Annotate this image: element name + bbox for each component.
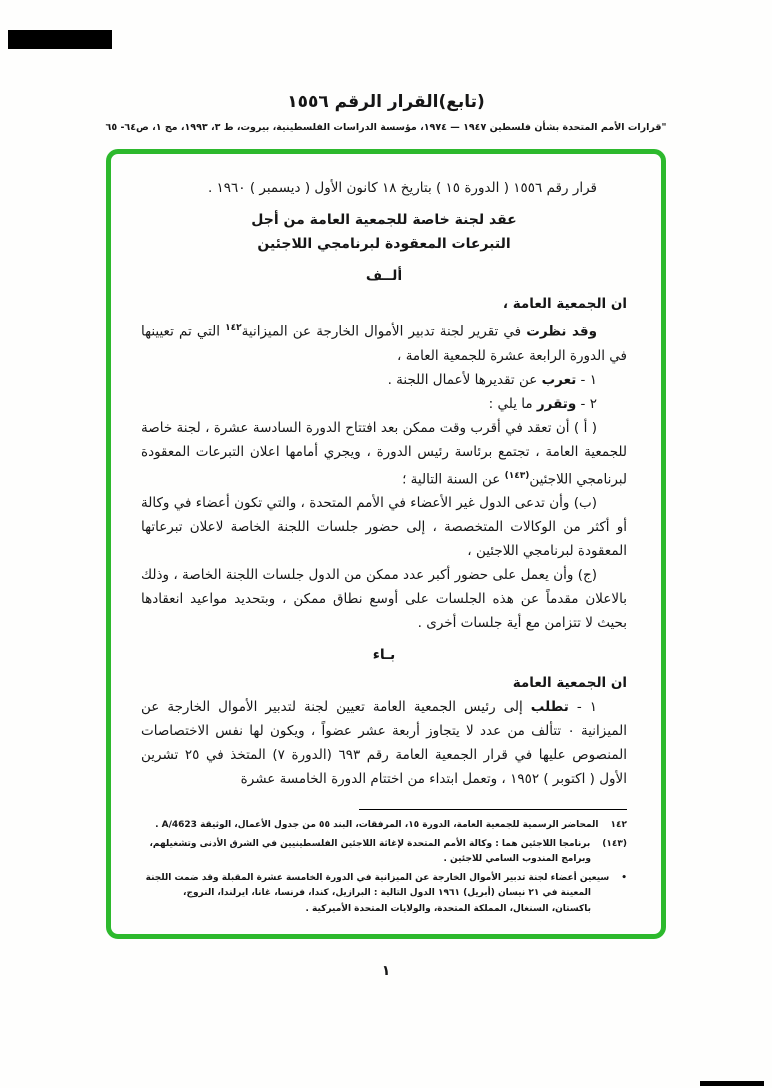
section-heading-alef: ألــف [365,268,403,284]
considered-text: في تقرير لجنة تدبير الأموال الخارجة عن الميزانية [241,323,527,340]
footnote-143-number: (١٤٣) [602,838,627,849]
resolution-title-line1: عقد لجنة خاصة للجمعية العامة من أجل [251,212,517,228]
footnote-ref-143: (١٤٣) [504,470,530,481]
resolution-title-block [141,208,627,256]
operative-item-2 [141,392,627,416]
page-number: ١ [381,963,391,979]
footnote-142-text: المحاضر الرسمية للجمعية العامة، الدورة ١٥، المرفقات، البند ٥٥ من جدول الأعمال، الوثيقة A/4623 . [155,820,599,830]
item-2-text: ما يلي : [488,395,537,412]
preamble-alef: ان الجمعية العامة ، [502,296,627,312]
resolution-date-line: قرار رقم ١٥٥٦ ( الدورة ١٥ ) بتاريخ ١٨ كانون الأول ( ديسمبر ) ١٩٦٠ . [207,180,597,196]
item-2-number: ٢ - [576,395,597,412]
item-1-number: ١ - [576,371,597,388]
scan-artifact-bottom-bar [700,1081,764,1086]
footnote-bullet [141,871,627,918]
footnote-143 [141,837,627,868]
footnote-142-number: ١٤٢ [610,820,627,830]
considered-lead: وقد نظرت [526,323,598,340]
sub-item-a-text: ( أ ) أن تعقد في أقرب وقت ممكن بعد افتتاح الدورة السادسة عشرة ، لجنة خاصة للجمعية العامة ، تجتمع برئاسة رئيس الدورة ، ويجري أمامها اعلان التبرعات المعقودة لبرنامجي اللاجئين [141,419,627,487]
footnote-ref-142: ١٤٢ [225,323,242,333]
ba-operative-item-1 [141,695,627,791]
ba-item-1-lead: تطلب [530,699,569,715]
sub-item-b: (ب) وأن تدعى الدول غير الأعضاء في الأمم المتحدة ، والتي تكون أعضاء في وكالة أو أكثر من الوكالات المتخصصة ، إلى حضور جلسات اللجنة الخاصة لاعلان تبرعاتها المعقودة لبرنامجي اللاجئين ، [141,495,627,559]
ba-item-1-text: إلى رئيس الجمعية العامة تعيين لجنة لتدبير الأموال الخارجة عن الميزانية ٠ تتألف من عدد لا يتجاوز أربعة عشر عضواً ، ويكون لها نفس الاختصاصات المنصوص عليها في قرار الجمعية العامة رقم ٦٩٣ (الدورة ٧) المتخذ في ٢٥ تشرين الأول ( اكتوبر ) ١٩٥٢ ، وتعمل ابتداء من اختتام الدورة الخامسة عشرة [141,699,627,787]
footnote-bullet-marker: • [621,872,627,883]
resolution-title-line2: التبرعات المعقودة لبرنامجي اللاجئين [257,236,511,252]
footnote-separator [359,809,627,810]
resolution-frame [106,149,666,939]
sub-item-a [141,416,627,492]
document-header [0,0,772,133]
footnote-143-text: برنامجا اللاجئين هما : وكالة الأمم المتحدة لإغاثة اللاجئين الفلسطينيين في الشرق الأدنى وتشغيلهم، وبرامج المندوب السامي للاجئين . [149,838,591,864]
item-2-lead: وتقرر [536,395,577,412]
scan-artifact-top-bar [8,30,112,49]
operative-item-1 [141,368,627,392]
considered-continuation: التي تم تعيينها في الدورة الرابعة عشرة للجمعية العامة ، [141,323,627,364]
sub-item-c: (ج) وأن يعمل على حضور أكبر عدد ممكن من الدول جلسات اللجنة الخاصة ، وذلك بالاعلان مقدماً عن هذه الجلسات على أوسع نطاق ممكن ، وبتحديد مواعيد انعقادها بحيث لا تتزامن مع أية جلسات أخرى . [141,567,627,631]
section-heading-ba: بـاء [372,647,396,663]
item-1-text: عن تقديرها لأعمال اللجنة . [387,371,542,388]
ba-item-1-number: ١ - [568,699,597,715]
considered-paragraph [141,316,627,368]
sub-item-a-continuation: عن السنة التالية ؛ [402,471,505,487]
source-citation: "قرارات الأمم المتحدة بشأن فلسطين ١٩٤٧ — ١٩٧٤، مؤسسة الدراسات الفلسطينية، بيروت، ط ٣، ١٩٩٣، مج ١، ص٦٤- ٦٥ [105,122,667,133]
continuation-title: (تابع)القرار الرقم ١٥٥٦ [287,92,485,112]
footnote-142 [141,818,627,834]
item-1-lead: تعرب [541,371,577,388]
preamble-ba: ان الجمعية العامة [512,675,627,691]
footnote-bullet-text: سيعين أعضاء لجنة تدبير الأموال الخارجة عن الميزانية في الدورة الخامسة عشرة المقبلة وقد ضمت اللجنة المعينة في ٢١ نيسان (أبريل) ١٩٦١ الدول التالية : البرازيل، كندا، فرنسا، غانا، ايرلندا، النروج، باكستان، السنغال، المملكة المتحدة، والولايات المتحدة الأميركية . [145,872,610,914]
